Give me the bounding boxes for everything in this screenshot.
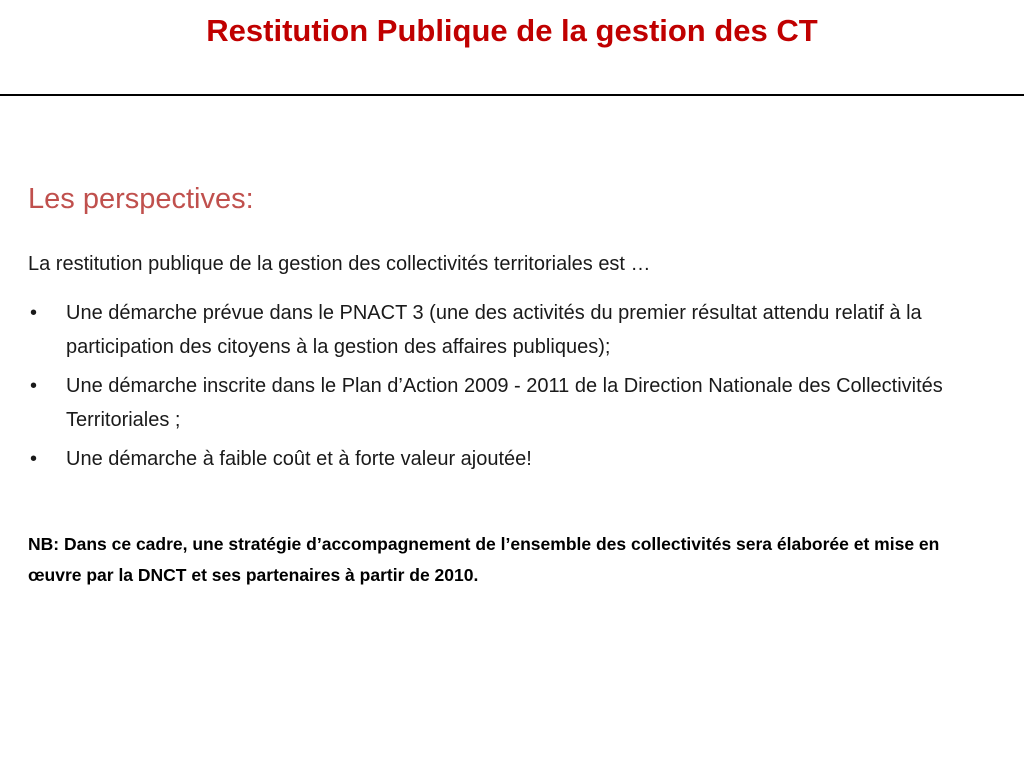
bullet-item bbox=[28, 442, 1003, 476]
title-divider bbox=[0, 94, 1024, 96]
nb-note: NB: Dans ce cadre, une stratégie d’accompagnement de l’ensemble des collectivités sera élaborée et mise en œuvre par la DNCT et ses partenaires à partir de 2010. bbox=[28, 534, 940, 585]
bullet-list bbox=[28, 296, 1003, 481]
bullet-text: Une démarche inscrite dans le Plan d’Action 2009 - 2011 de la Direction Nationale des Collectivités Territoriales ; bbox=[66, 375, 943, 431]
bullet-text: Une démarche à faible coût et à forte valeur ajoutée! bbox=[66, 448, 532, 470]
bullet-text: Une démarche prévue dans le PNACT 3 (une des activités du premier résultat attendu relatif à la participation des citoyens à la gestion des affaires publiques); bbox=[66, 302, 922, 358]
bullet-icon: • bbox=[30, 448, 38, 470]
section-heading: Les perspectives: bbox=[28, 183, 254, 215]
bullet-icon: • bbox=[30, 375, 38, 397]
bullet-item bbox=[28, 296, 1003, 364]
slide-title: Restitution Publique de la gestion des CT bbox=[206, 13, 818, 48]
bullet-item bbox=[28, 369, 1003, 437]
intro-text: La restitution publique de la gestion des collectivités territoriales est … bbox=[28, 253, 651, 275]
bullet-icon: • bbox=[30, 302, 38, 324]
